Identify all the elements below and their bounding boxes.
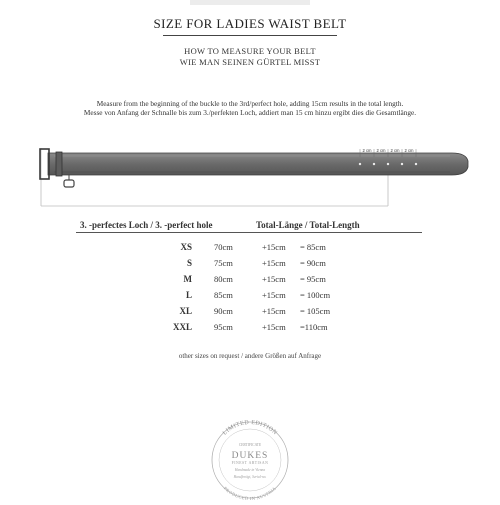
svg-text:PRODUCED IN AUSTRIA [223, 485, 278, 500]
hole-length-cell: 90cm [214, 306, 233, 316]
table-row [0, 306, 500, 322]
instructions-german: Messe von Anfang der Schnalle bis zum 3./perfekten Loch, addiert man 15 cm hinzu ergibt dies die Gesamtlänge. [83, 108, 417, 117]
top-fade-strip [190, 0, 310, 5]
seal-script-2: Handfertigt, Serial-no. [233, 475, 267, 479]
other-sizes-note: other sizes on request / andere Größen auf Anfrage [178, 352, 322, 360]
table-header-rule [76, 232, 422, 233]
svg-text:LIMITED EDITION [222, 420, 278, 437]
belt-diagram [20, 140, 480, 210]
belt-illustration [20, 140, 480, 210]
total-length-cell: = 85cm [300, 242, 326, 252]
seal-bottom-text: PRODUCED IN AUSTRIA [222, 485, 278, 500]
belt-strap [48, 153, 468, 175]
subtitle-english: HOW TO MEASURE YOUR BELT [184, 46, 316, 56]
spacing-label-2: 2 cm [376, 148, 386, 153]
addition-cell: +15cm [262, 258, 286, 268]
table-row [0, 290, 500, 306]
total-length-cell: = 95cm [300, 274, 326, 284]
table-row [0, 258, 500, 274]
addition-cell: +15cm [262, 322, 286, 332]
seal-top-text: LIMITED EDITION [221, 419, 278, 437]
total-length-cell: = 105cm [300, 306, 331, 316]
hole-length-cell: 95cm [214, 322, 233, 332]
instructions-english: Measure from the beginning of the buckle to the 3rd/perfect hole, adding 15cm results in the total length. [96, 99, 404, 108]
total-length-cell: = 90cm [300, 258, 326, 268]
size-cell: S [186, 258, 192, 268]
addition-cell: +15cm [262, 274, 286, 284]
size-cell: XL [179, 306, 192, 316]
seal-stamp-icon [200, 412, 300, 500]
hole-5 [414, 162, 417, 165]
total-length-cell: =110cm [300, 322, 328, 332]
hole-4 [400, 162, 403, 165]
table-row [0, 322, 500, 338]
limited-edition-seal [200, 412, 300, 500]
table-header-hole: 3. -perfectes Loch / 3. -perfect hole [80, 220, 213, 230]
table-header-total: Total-Länge / Total-Length [256, 220, 360, 230]
spacing-label-4: 2 cm [404, 148, 414, 153]
seal-script-1: Handmade in Vienna [234, 468, 266, 472]
total-length-cell: = 100cm [300, 290, 331, 300]
table-row [0, 274, 500, 290]
addition-cell: +15cm [262, 306, 286, 316]
subtitle-german: WIE MAN SEINEN GÜRTEL MISST [179, 57, 321, 67]
seal-tagline: FINEST ARTISAN [231, 461, 269, 465]
size-cell: XS [180, 242, 192, 252]
hole-length-cell: 70cm [214, 242, 233, 252]
seal-brand: DUKES [231, 451, 269, 461]
size-cell: M [183, 274, 192, 284]
belt-ring-icon [64, 180, 74, 187]
hole-3 [386, 162, 389, 165]
buckle-keeper [56, 152, 62, 176]
hole-length-cell: 75cm [214, 258, 233, 268]
title-underline [163, 35, 337, 36]
addition-cell: +15cm [262, 290, 286, 300]
size-cell: XXL [172, 322, 192, 332]
hole-length-cell: 80cm [214, 274, 233, 284]
hole-length-cell: 85cm [214, 290, 233, 300]
spacing-label-3: 2 cm [390, 148, 400, 153]
hole-2 [372, 162, 375, 165]
addition-cell: +15cm [262, 242, 286, 252]
table-row [0, 242, 500, 258]
seal-sub-text: CERTIFICATE [238, 443, 262, 447]
page-title: SIZE FOR LADIES WAIST BELT [153, 16, 347, 31]
hole-1 [358, 162, 361, 165]
spacing-label-1: 2 cm [362, 148, 372, 153]
size-cell: L [185, 290, 192, 300]
